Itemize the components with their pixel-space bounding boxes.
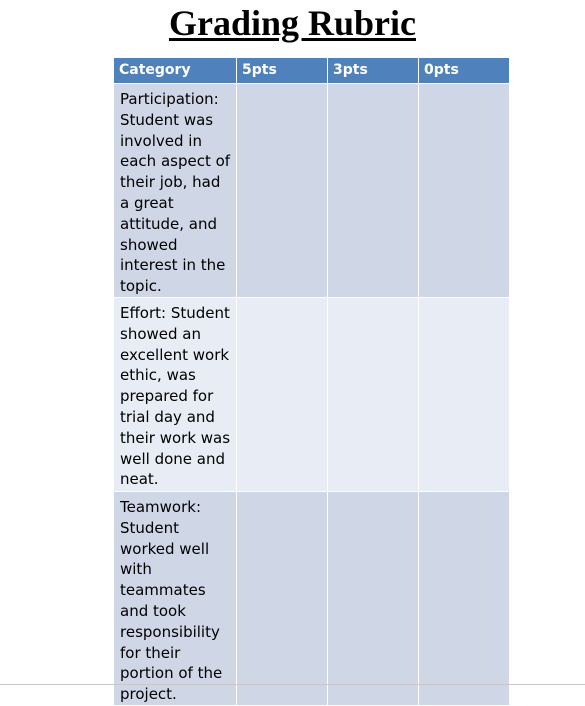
header-0pts: 0pts	[419, 58, 510, 84]
score-cell-3pts	[328, 297, 419, 491]
score-cell-5pts	[237, 84, 328, 298]
table-row-participation	[114, 84, 510, 298]
page-bottom-divider	[0, 684, 585, 685]
score-cell-0pts	[419, 491, 510, 705]
header-row	[114, 58, 510, 84]
header-3pts: 3pts	[328, 58, 419, 84]
score-cell-3pts	[328, 84, 419, 298]
category-cell-participation: Participation: Student was involved in each aspect of their job, had a great attitude, and showed interest in the topic.	[114, 84, 237, 298]
header-category: Category	[114, 58, 237, 84]
score-cell-0pts	[419, 297, 510, 491]
header-5pts: 5pts	[237, 58, 328, 84]
score-cell-5pts	[237, 491, 328, 705]
table-row-effort	[114, 297, 510, 491]
page-title	[0, 4, 585, 42]
page-title-text: Grading Rubric	[168, 3, 417, 43]
score-cell-3pts	[328, 491, 419, 705]
score-cell-5pts	[237, 297, 328, 491]
rubric-table	[113, 57, 510, 706]
score-cell-0pts	[419, 84, 510, 298]
category-cell-teamwork: Teamwork: Student worked well with teammates and took responsibility for their portion of the project.	[114, 491, 237, 705]
table-row-teamwork	[114, 491, 510, 705]
category-cell-effort: Effort: Student showed an excellent work ethic, was prepared for trial day and their work was well done and neat.	[114, 297, 237, 491]
